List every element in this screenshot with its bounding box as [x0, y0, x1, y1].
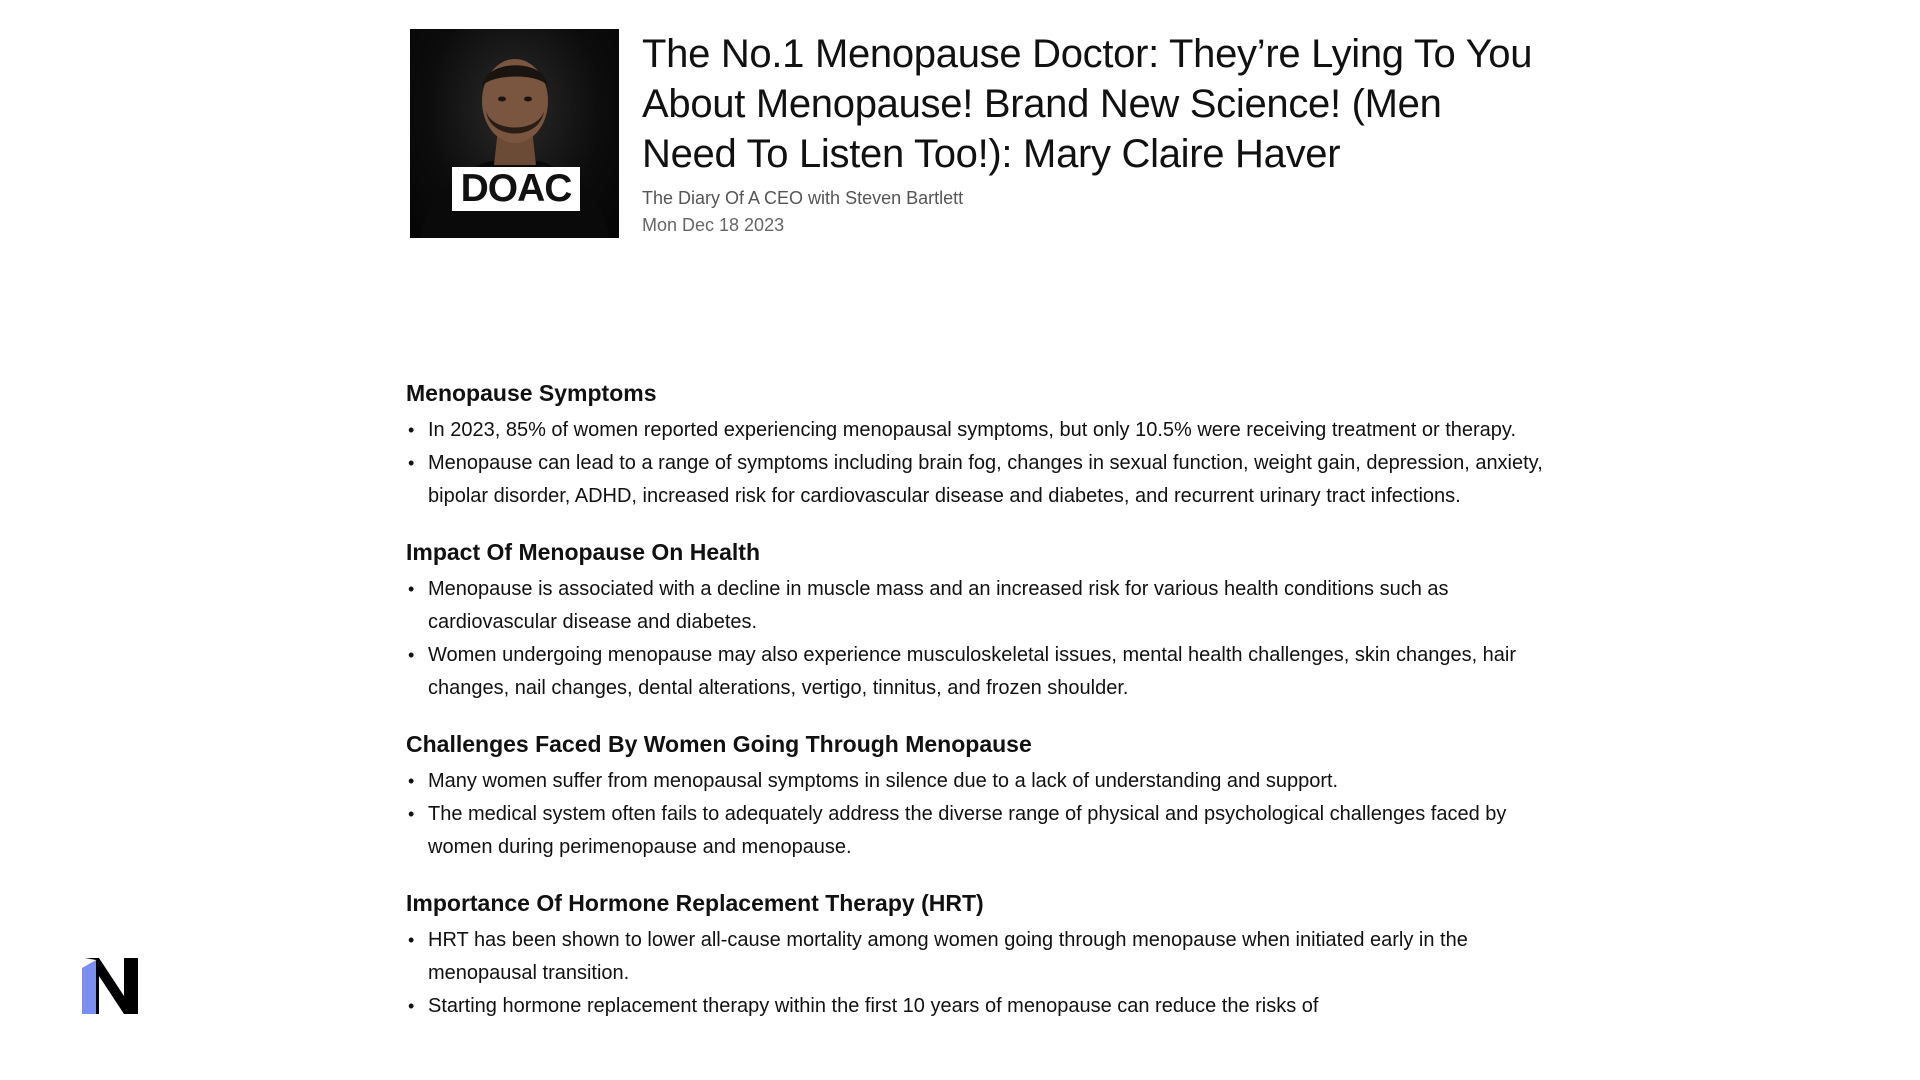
bullet-item: • The medical system often fails to adequately address the diverse range of physical and psychological challenges faced by women during perimenopause and menopause.: [406, 798, 1546, 864]
summary-section: [406, 886, 1546, 1023]
bullet-list: [406, 765, 1546, 864]
bullet-item: • HRT has been shown to lower all-cause mortality among women going through menopause when initiated early in the menopausal transition.: [406, 924, 1546, 990]
bullet-item: • In 2023, 85% of women reported experiencing menopausal symptoms, but only 10.5% were receiving treatment or therapy.: [406, 414, 1546, 447]
bullet-item: • Many women suffer from menopausal symptoms in silence due to a lack of understanding and support.: [406, 765, 1546, 798]
summary-section: [406, 376, 1546, 513]
summary-section: [406, 535, 1546, 705]
section-heading: Challenges Faced By Women Going Through Menopause: [406, 731, 1032, 757]
summary-section: [406, 727, 1546, 864]
bullet-item: • Starting hormone replacement therapy within the first 10 years of menopause can reduce the risks of: [406, 990, 1546, 1023]
bullet-list: [406, 924, 1546, 1023]
cover-badge: DOAC: [452, 167, 580, 211]
bullet-list: [406, 414, 1546, 513]
section-heading: Importance Of Hormone Replacement Therapy (HRT): [406, 890, 984, 916]
bullet-item: • Menopause is associated with a decline in muscle mass and an increased risk for various health conditions such as cardiovascular disease and diabetes.: [406, 573, 1546, 639]
episode-date: Mon Dec 18 2023: [642, 215, 785, 235]
episode-header-text: [642, 29, 1542, 239]
podcast-cover-image: [410, 29, 619, 238]
bullet-list: [406, 573, 1546, 705]
bullet-item: • Women undergoing menopause may also experience musculoskeletal issues, mental health challenges, skin changes, hair changes, nail changes, dental alterations, vertigo, tinnitus, and frozen shoulder.: [406, 639, 1546, 705]
bullet-item: • Menopause can lead to a range of symptoms including brain fog, changes in sexual function, weight gain, depression, anxiety, bipolar disorder, ADHD, increased risk for cardiovascular disease and diabetes, and recurrent urinary tract infections.: [406, 447, 1546, 513]
episode-header: [410, 29, 1540, 239]
section-heading: Impact Of Menopause On Health: [406, 539, 760, 565]
episode-summary: [406, 376, 1546, 1045]
podcast-name[interactable]: The Diary Of A CEO with Steven Bartlett: [642, 188, 964, 208]
n-logo-icon[interactable]: [82, 958, 138, 1014]
episode-title: The No.1 Menopause Doctor: They’re Lying To You About Menopause! Brand New Science! (Men Need To Listen Too!): Mary Claire Haver: [642, 32, 1533, 176]
section-heading: Menopause Symptoms: [406, 380, 657, 406]
